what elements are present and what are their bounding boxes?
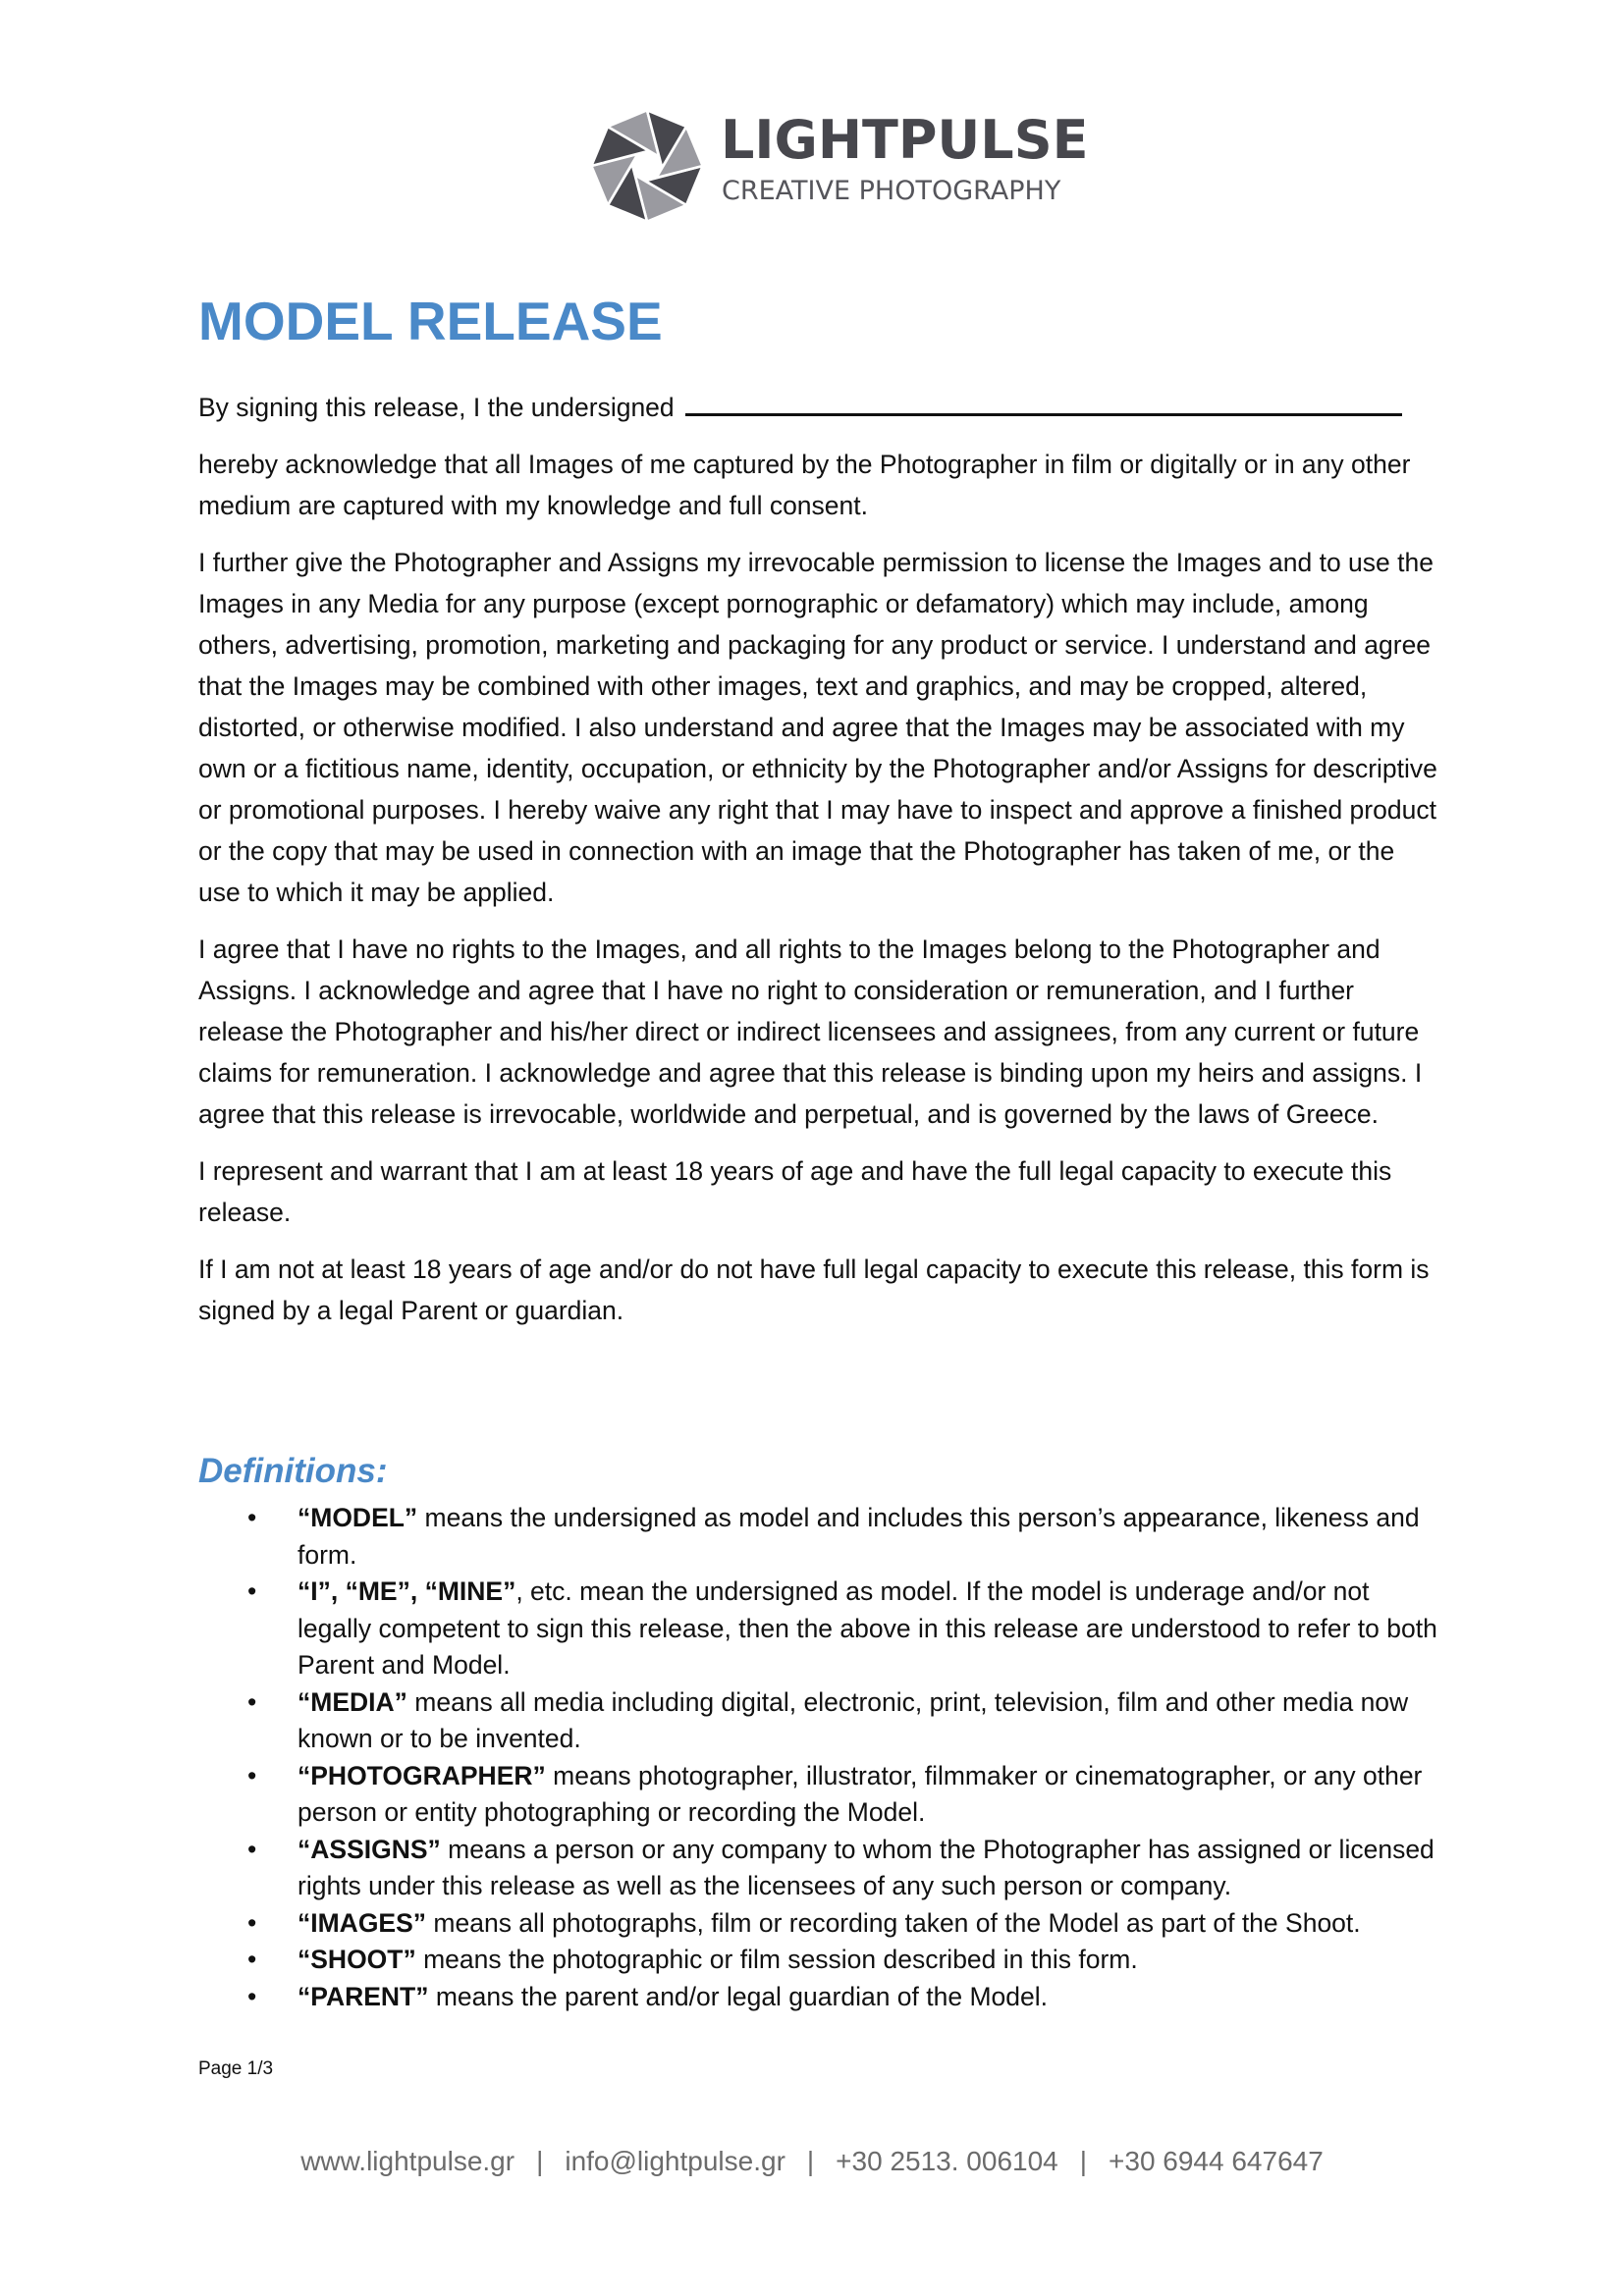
definition-term: “ASSIGNS” — [298, 1834, 441, 1864]
guardian-paragraph: If I am not at least 18 years of age and/or do not have full legal capacity to execute this release, this form is signed by a legal Parent or guardian. — [198, 1255, 1430, 1325]
definition-term: “MODEL” — [298, 1503, 418, 1532]
age-warranty-paragraph: I represent and warrant that I am at least 18 years of age and have the full legal capacity to execute this release. — [198, 1156, 1392, 1227]
bullet-icon: • — [247, 1576, 257, 1606]
aperture-icon — [589, 108, 705, 224]
brand-logo — [589, 108, 1089, 226]
phone-landline: +30 2513. 006104 — [836, 2146, 1058, 2176]
definition-term: “PARENT” — [298, 1981, 429, 2011]
definition-term: “SHOOT” — [298, 1945, 416, 1974]
separator: | — [1079, 2146, 1088, 2176]
definition-item-photographer — [198, 1758, 1440, 1832]
bullet-icon: • — [247, 1981, 257, 2011]
brand-tagline: CREATIVE PHOTOGRAPHY — [722, 176, 1061, 206]
email-link[interactable]: info@lightpulse.gr — [565, 2146, 785, 2176]
bullet-icon: • — [247, 1834, 257, 1864]
definition-item-i-me-mine — [198, 1574, 1440, 1684]
bullet-icon: • — [247, 1760, 257, 1790]
bullet-icon: • — [247, 1945, 257, 1974]
bullet-icon: • — [247, 1686, 257, 1717]
separator: | — [806, 2146, 815, 2176]
definition-term: “MEDIA” — [298, 1686, 407, 1717]
page-number: Page 1/3 — [198, 2058, 274, 2079]
website-link[interactable]: www.lightpulse.gr — [300, 2146, 515, 2176]
definition-item-parent — [198, 1979, 1440, 2016]
document-title: MODEL RELEASE — [198, 291, 663, 351]
definition-text: means a person or any company to whom the Photographer has assigned or licensed rights under this release as well as the licensees of any such person or company. — [298, 1834, 1435, 1900]
release-body — [198, 386, 1440, 1347]
rights-paragraph: I agree that I have no rights to the Images, and all rights to the Images belong to the Photographer and Assigns. I acknowledge and agree that I have no right to consideration or remuneration, and I further release the Photographer and his/her direct or indirect licensees and assignees, from any current or future claims for remuneration. I acknowledge and agree that this release is binding upon my heirs and assigns. I agree that this release is irrevocable, worldwide and perpetual, and is governed by the laws of Greece. — [198, 934, 1423, 1129]
definition-item-shoot — [198, 1942, 1440, 1979]
definition-item-assigns — [198, 1832, 1440, 1905]
bullet-icon: • — [247, 1503, 257, 1532]
definition-text: means all photographs, film or recording taken of the Model as part of the Shoot. — [426, 1907, 1361, 1938]
definition-text: means the photographic or film session described in this form. — [415, 1945, 1138, 1974]
definition-text: means all media including digital, electronic, print, television, film and other media now known or to be invented. — [298, 1686, 1409, 1753]
contact-bar — [0, 2144, 1624, 2179]
license-paragraph: I further give the Photographer and Assigns my irrevocable permission to license the Images and to use the Images in any Media for any purpose (except pornographic or defamatory) which may include, among others, advertising, promotion, marketing and packaging for any product or service. I understand and agree that the Images may be combined with other images, text and graphics, and may be cropped, altered, distorted, or otherwise modified. I also understand and agree that the Images may be associated with my own or a fictitious name, identity, occupation, or ethnicity by the Photographer and/or Assigns for descriptive or promotional purposes. I hereby waive any right that I may have to inspect and approve a finished product or the copy that may be used in connection with an image that the Photographer has taken of me, or the use to which it may be applied. — [198, 548, 1437, 907]
consent-paragraph: hereby acknowledge that all Images of me captured by the Photographer in film or digitally or in any other medium are captured with my knowledge and full consent. — [198, 450, 1411, 520]
bullet-icon: • — [247, 1907, 257, 1938]
definition-term: “PHOTOGRAPHER” — [298, 1760, 546, 1790]
definition-text: , etc. mean the undersigned as model. If the model is underage and/or not legally competent to sign this release, then the above in this release are understood to refer to both Parent and Model. — [298, 1576, 1437, 1680]
definition-term: “IMAGES” — [298, 1907, 427, 1938]
definitions-list — [198, 1500, 1440, 2015]
intro-text: By signing this release, I the undersigned — [198, 393, 675, 422]
definition-item-images — [198, 1905, 1440, 1943]
definition-term: “I”, “ME”, “MINE” — [298, 1576, 516, 1606]
brand-name: LIGHTPULSE — [721, 109, 1089, 171]
definition-item-model — [198, 1500, 1440, 1574]
separator: | — [536, 2146, 544, 2176]
intro-paragraph — [198, 386, 1440, 428]
definition-text: means photographer, illustrator, filmmaker or cinematographer, or any other person or entity photographing or recording the Model. — [298, 1760, 1423, 1827]
definition-text: means the undersigned as model and includes this person’s appearance, likeness and form. — [298, 1503, 1420, 1570]
definition-item-media — [198, 1684, 1440, 1758]
phone-mobile: +30 6944 647647 — [1109, 2146, 1324, 2176]
signature-name-line — [685, 386, 1402, 416]
definitions-heading: Definitions: — [198, 1452, 388, 1490]
definition-text: means the parent and/or legal guardian of the Model. — [428, 1981, 1049, 2011]
